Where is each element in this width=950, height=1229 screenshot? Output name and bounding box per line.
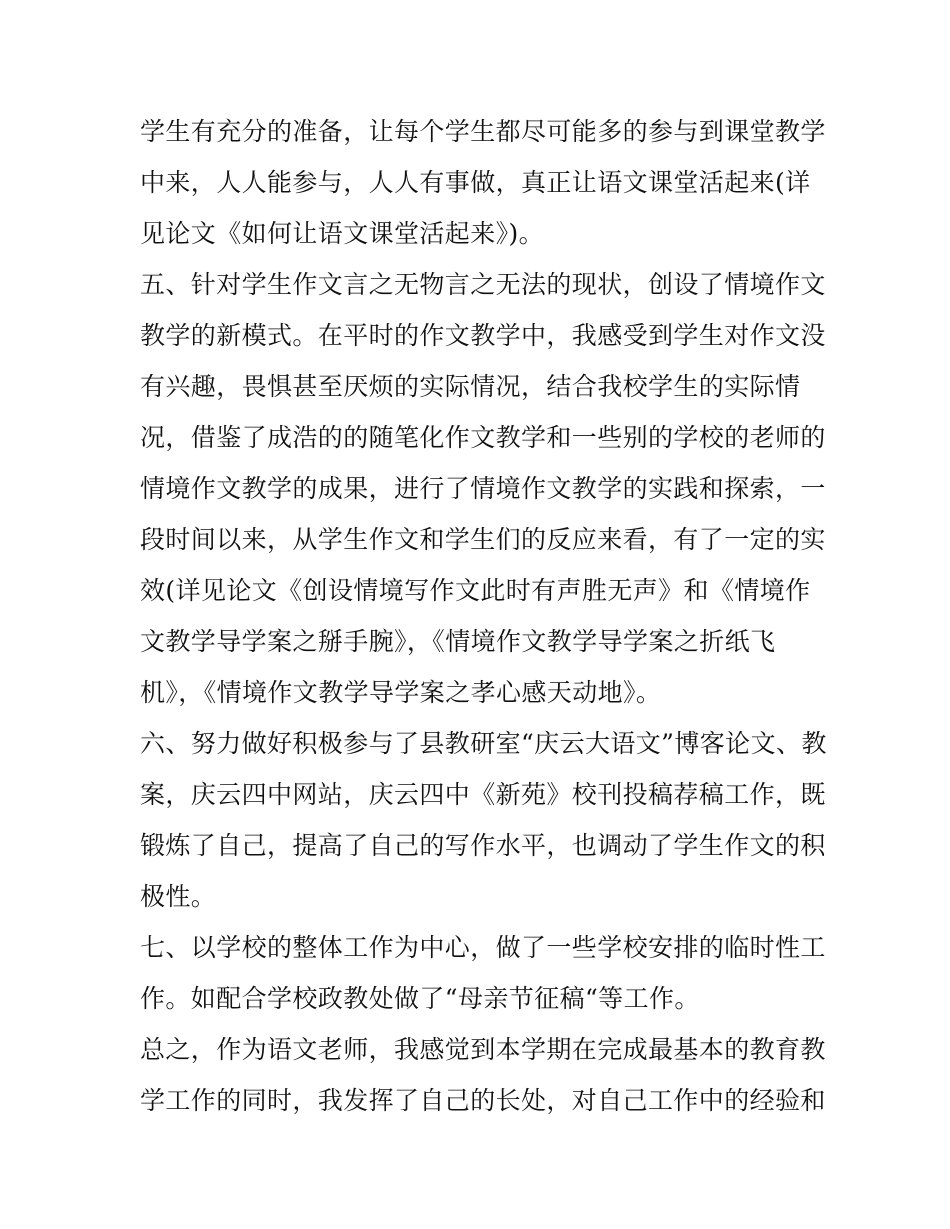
text-line: 极性。 bbox=[140, 882, 217, 911]
text-line: 七、以学校的整体工作为中心，做了一些学校安排的临时性工 bbox=[140, 933, 826, 962]
text-line: 见论文《如何让语文课堂活起来》)。 bbox=[140, 219, 545, 248]
text-line: 五、针对学生作文言之无物言之无法的现状，创设了情境作文 bbox=[140, 270, 826, 299]
text-line: 中来，人人能参与，人人有事做，真正让语文课堂活起来(详 bbox=[140, 168, 811, 197]
text-line: 总之，作为语文老师，我感觉到本学期在完成最基本的教育教 bbox=[140, 1035, 826, 1064]
text-line: 学生有充分的准备，让每个学生都尽可能多的参与到课堂教学 bbox=[140, 117, 826, 146]
text-line: 教学的新模式。在平时的作文教学中，我感受到学生对作文没 bbox=[140, 321, 826, 350]
text-line: 六、努力做好积极参与了县教研室“庆云大语文”博客论文、教 bbox=[140, 729, 827, 758]
text-line: 机》，《情境作文教学导学案之孝心感天动地》。 bbox=[140, 678, 662, 707]
text-line: 作。如配合学校政教处做了“母亲节征稿“等工作。 bbox=[140, 984, 700, 1013]
document-body bbox=[140, 106, 827, 1126]
text-line: 有兴趣，畏惧甚至厌烦的实际情况，结合我校学生的实际情 bbox=[140, 372, 801, 401]
text-line: 学工作的同时，我发挥了自己的长处，对自己工作中的经验和 bbox=[140, 1086, 826, 1115]
text-line: 段时间以来，从学生作文和学生们的反应来看，有了一定的实 bbox=[140, 525, 826, 554]
text-line: 案，庆云四中网站，庆云四中《新苑》校刊投稿荐稿工作，既 bbox=[140, 780, 826, 809]
text-line: 文教学导学案之掰手腕》，《情境作文教学导学案之折纸飞 bbox=[140, 627, 776, 656]
text-line: 效(详见论文《创设情境写作文此时有声胜无声》和《情境作 bbox=[140, 576, 811, 605]
text-line: 况，借鉴了成浩的的随笔化作文教学和一些别的学校的老师的 bbox=[140, 423, 826, 452]
text-line: 情境作文教学的成果，进行了情境作文教学的实践和探索，一 bbox=[140, 474, 826, 503]
text-line: 锻炼了自己，提高了自己的写作水平，也调动了学生作文的积 bbox=[140, 831, 826, 860]
